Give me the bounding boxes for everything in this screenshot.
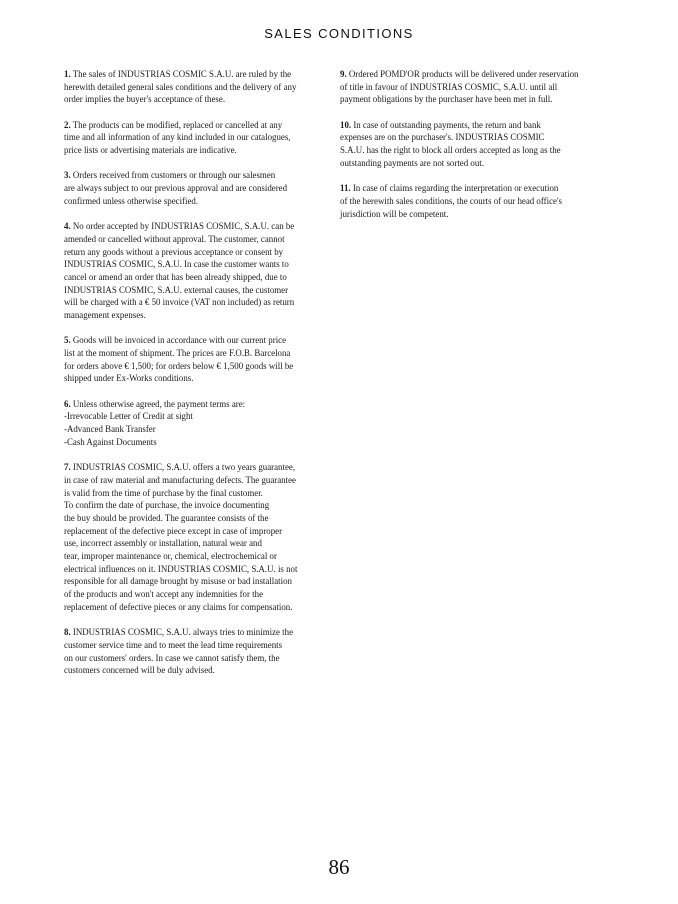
- page-title: SALES CONDITIONS: [264, 26, 414, 41]
- clause-8: [64, 626, 328, 677]
- clause-line: the buy should be provided. The guarantee consists of the: [64, 512, 269, 523]
- clause-6: [64, 398, 328, 449]
- clause-1: [64, 68, 328, 106]
- clause-line: jurisdiction will be competent.: [340, 208, 449, 219]
- clause-number: 3.: [64, 170, 71, 181]
- clause-line: return any goods without a previous acceptance or consent by: [64, 246, 284, 257]
- clause-line: tear, improper maintenance or, chemical, electrochemical or: [64, 551, 277, 562]
- clause-text: Ordered POMD'OR products will be delivered under reservation: [348, 69, 579, 79]
- clause-line: will be charged with a € 50 invoice (VAT non included) as return: [64, 297, 295, 308]
- clause-line: of title in favour of INDUSTRIAS COSMIC, S.A.U. until all: [340, 81, 558, 92]
- clause-line: on our customers' orders. In case we cannot satisfy them, the: [64, 652, 280, 663]
- clause-line: [340, 119, 602, 132]
- clause-line: of the herewith sales conditions, the courts of our head office's: [340, 195, 563, 206]
- clause-line: To confirm the date of purchase, the invoice documenting: [64, 500, 270, 511]
- clause-line: of the products and won't accept any indemnities for the: [64, 589, 264, 600]
- clause-text: The products can be modified, replaced or cancelled at any: [72, 119, 283, 130]
- page-number: 86: [328, 855, 350, 879]
- clause-text: Goods will be invoiced in accordance with our current price: [72, 335, 287, 346]
- clause-text: The sales of INDUSTRIAS COSMIC S.A.U. are ruled by the: [72, 69, 292, 79]
- clause-number: 1.: [64, 69, 71, 79]
- clause-line: [340, 182, 602, 195]
- clause-9: [340, 68, 602, 106]
- clause-line: replacement of the defective piece except in case of improper: [64, 525, 283, 536]
- clause-line: herewith detailed general sales conditions and the delivery of any: [64, 81, 297, 92]
- clause-line: customer service time and to meet the lead time requirements: [64, 639, 283, 650]
- clause-number: 10.: [340, 119, 352, 130]
- clause-line: INDUSTRIAS COSMIC, S.A.U. In case the customer wants to: [64, 259, 289, 270]
- clause-number: 5.: [64, 335, 71, 346]
- left-column: [64, 68, 328, 690]
- clause-11: [340, 182, 602, 220]
- clause-line: customers concerned will be duly advised.: [64, 665, 215, 676]
- clause-line: are always subject to our previous approval and are considered: [64, 183, 288, 194]
- clause-number: 4.: [64, 221, 71, 232]
- clause-line: electrical influences on it. INDUSTRIAS COSMIC, S.A.U. is not: [64, 563, 298, 574]
- right-column: [340, 68, 602, 233]
- clause-3: [64, 169, 328, 207]
- clause-line: in case of raw material and manufacturing defects. The guarantee: [64, 474, 296, 485]
- clause-line: management expenses.: [64, 310, 146, 321]
- clause-line: [64, 626, 328, 639]
- payment-term-item: -Advanced Bank Transfer: [64, 424, 156, 435]
- clause-line: replacement of defective pieces or any claims for compensation.: [64, 601, 293, 612]
- clause-7: [64, 461, 328, 613]
- clause-text: In case of outstanding payments, the return and bank: [353, 119, 541, 130]
- clause-line: [64, 169, 328, 182]
- clause-line: price lists or advertising materials are indicative.: [64, 145, 237, 156]
- clause-line: outstanding payments are not sorted out.: [340, 157, 484, 168]
- clause-line: list at the moment of shipment. The prices are F.O.B. Barcelona: [64, 348, 291, 359]
- clause-number: 7.: [64, 462, 71, 473]
- clause-line: use, incorrect assembly or installation, natural wear and: [64, 538, 262, 549]
- clause-2: [64, 119, 328, 157]
- clause-line: for orders above € 1,500; for orders below € 1,500 goods will be: [64, 360, 294, 371]
- clause-number: 9.: [340, 69, 347, 79]
- clause-line: [64, 68, 328, 81]
- clause-5: [64, 334, 328, 385]
- clause-text: INDUSTRIAS COSMIC, S.A.U. offers a two years guarantee,: [72, 462, 296, 473]
- clause-line: cancel or amend an order that has been already shipped, due to: [64, 271, 287, 282]
- clause-number: 11.: [340, 183, 351, 194]
- clause-line: S.A.U. has the right to block all orders accepted as long as the: [340, 145, 561, 156]
- clause-text: Orders received from customers or through our salesmen: [72, 170, 276, 181]
- clause-text: INDUSTRIAS COSMIC, S.A.U. always tries to minimize the: [72, 627, 294, 638]
- clause-number: 2.: [64, 119, 71, 130]
- clause-line: is valid from the time of purchase by the final customer.: [64, 487, 263, 498]
- clause-line: [64, 334, 328, 347]
- clause-line: INDUSTRIAS COSMIC, S.A.U. external causes, the customer: [64, 284, 289, 295]
- clause-line: [64, 461, 328, 474]
- clause-number: 8.: [64, 627, 71, 638]
- clause-line: order implies the buyer's acceptance of these.: [64, 94, 226, 105]
- clause-line: [64, 220, 328, 233]
- clause-line: shipped under Ex-Works conditions.: [64, 373, 194, 384]
- clause-text: Unless otherwise agreed, the payment terms are:: [72, 398, 246, 409]
- clause-4: [64, 220, 328, 322]
- clause-line: confirmed unless otherwise specified.: [64, 195, 199, 206]
- clause-line: amended or cancelled without approval. The customer, cannot: [64, 233, 285, 244]
- clause-text: No order accepted by INDUSTRIAS COSMIC, S.A.U. can be: [72, 221, 295, 232]
- payment-term-item: -Irrevocable Letter of Credit at sight: [64, 411, 193, 422]
- clause-text: In case of claims regarding the interpretation or execution: [352, 183, 559, 194]
- clause-line: [340, 68, 602, 81]
- clause-line: [64, 398, 328, 411]
- clause-line: [64, 119, 328, 132]
- clause-10: [340, 119, 602, 170]
- payment-term-item: -Cash Against Documents: [64, 436, 157, 447]
- clause-line: expenses are on the purchaser's. INDUSTRIAS COSMIC: [340, 132, 545, 143]
- clause-line: payment obligations by the purchaser have been met in full.: [340, 94, 553, 105]
- clause-number: 6.: [64, 398, 71, 409]
- clause-line: responsible for all damage brought by misuse or bad installation: [64, 576, 292, 587]
- clause-line: time and all information of any kind included in our catalogues,: [64, 132, 291, 143]
